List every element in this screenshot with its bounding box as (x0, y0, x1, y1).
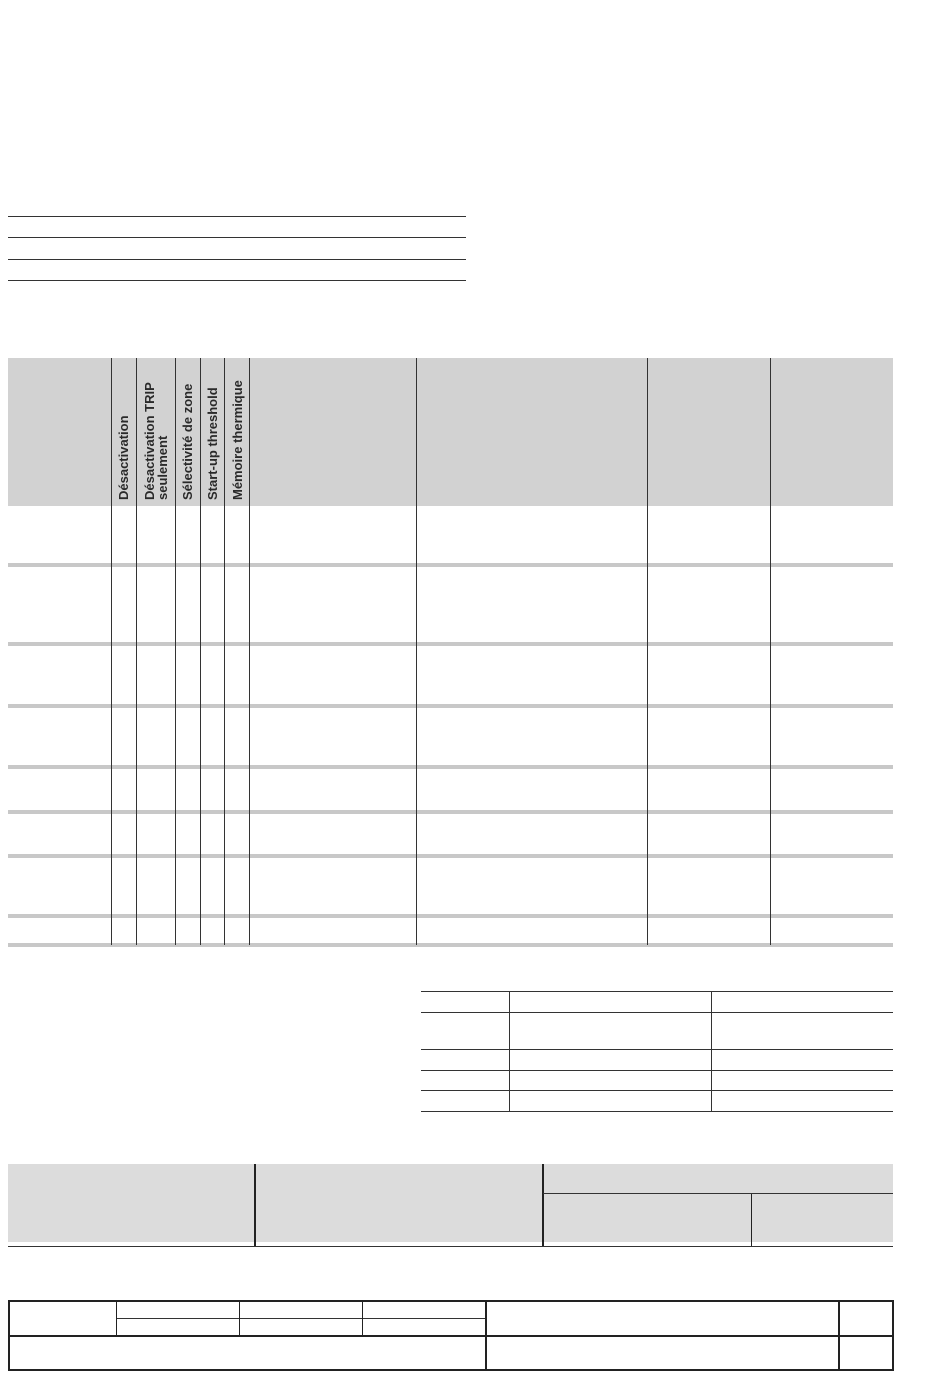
title-block-mid-rule (8, 1335, 894, 1337)
top-rule-2 (8, 237, 466, 238)
col-line (200, 358, 201, 945)
sig-bottom-rule (8, 1246, 893, 1247)
sig-subheader-rule (543, 1193, 893, 1194)
row-separator (8, 914, 893, 918)
row-separator (8, 563, 893, 567)
title-block-col (239, 1300, 240, 1336)
sig-col (254, 1164, 256, 1247)
top-rule-4 (8, 280, 466, 281)
small-table-rule (421, 991, 893, 992)
title-block-inner-rule (116, 1318, 486, 1319)
header-memoire-thermique: Mémoire thermique (230, 380, 245, 500)
title-block-col (362, 1300, 363, 1336)
title-block-col (838, 1300, 840, 1371)
title-block-col (116, 1300, 117, 1336)
col-line (770, 358, 771, 945)
small-table-rule (421, 1090, 893, 1091)
col-line (647, 358, 648, 945)
small-table-rule (421, 1111, 893, 1112)
signature-table-header (8, 1164, 893, 1242)
sig-col (542, 1164, 544, 1247)
col-line (249, 358, 250, 945)
small-table-col (711, 991, 712, 1112)
sig-col (751, 1194, 752, 1247)
row-separator (8, 854, 893, 858)
row-separator (8, 704, 893, 708)
small-table-rule (421, 1049, 893, 1050)
small-table-col (509, 991, 510, 1112)
col-line (175, 358, 176, 945)
col-line (416, 358, 417, 945)
header-desactivation-trip: Désactivation TRIP seulement (142, 382, 170, 500)
col-line (111, 358, 112, 945)
col-line (136, 358, 137, 945)
col-line (224, 358, 225, 945)
row-separator (8, 765, 893, 769)
top-rule-3 (8, 259, 466, 260)
header-desactivation: Désactivation (116, 415, 131, 500)
header-startup-threshold: Start-up threshold (205, 387, 220, 500)
row-separator (8, 642, 893, 646)
small-table-rule (421, 1070, 893, 1071)
top-rule-1 (8, 216, 466, 217)
title-block-col (485, 1300, 487, 1371)
header-selectivite-zone: Sélectivité de zone (180, 383, 195, 500)
row-separator (8, 810, 893, 814)
row-separator (8, 943, 893, 947)
main-table-header (8, 358, 893, 506)
small-table-rule (421, 1012, 893, 1013)
